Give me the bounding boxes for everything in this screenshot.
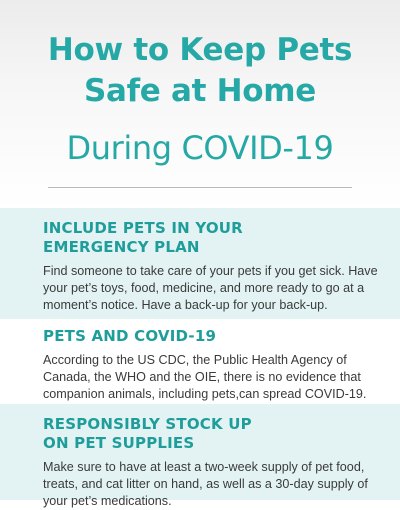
section-heading-line: INCLUDE PETS IN YOUR [43, 219, 243, 237]
page-title-line: How to Keep Pets [47, 32, 353, 68]
page-title-line: Safe at Home [83, 73, 317, 109]
page-title [0, 30, 400, 112]
section-heading-line: EMERGENCY PLAN [43, 238, 200, 256]
section-body-line: According to the US CDC, the Public Health Agency of [43, 353, 347, 367]
section-heading-line: PETS AND COVID-19 [43, 327, 217, 345]
section-body-line: companion animals, including pets,can spread COVID-19. [43, 387, 367, 401]
section-body [43, 352, 383, 403]
section-heading-line: RESPONSIBLY STOCK UP [43, 415, 252, 433]
header [0, 0, 400, 208]
section-heading [43, 415, 373, 453]
page-subtitle: During COVID-19 [66, 129, 334, 167]
section-body-line: moment’s notice. Have a back-up for your back-up. [43, 298, 328, 312]
section-heading [43, 219, 373, 257]
section-body-line: Make sure to have at least a two-week supply of pet food, [43, 460, 365, 474]
section-heading [43, 327, 373, 346]
section-emergency-plan [0, 208, 400, 319]
section-body-line: Find someone to take care of your pets if you get sick. Have [43, 264, 378, 278]
section-body [43, 459, 383, 510]
section-body-line: your pet’s medications. [43, 494, 172, 508]
section-body-line: Canada, the WHO and the OIE, there is no evidence that [43, 370, 361, 384]
section-pets-and-covid [0, 319, 400, 404]
section-heading-line: ON PET SUPPLIES [43, 434, 195, 452]
section-body-line: your pet’s toys, food, medicine, and more ready to go at a [43, 281, 365, 295]
section-body [43, 263, 383, 314]
header-divider [48, 187, 352, 188]
section-body-line: treats, and cat litter on hand, as well as a 30-day supply of [43, 477, 368, 491]
section-pet-supplies [0, 404, 400, 508]
